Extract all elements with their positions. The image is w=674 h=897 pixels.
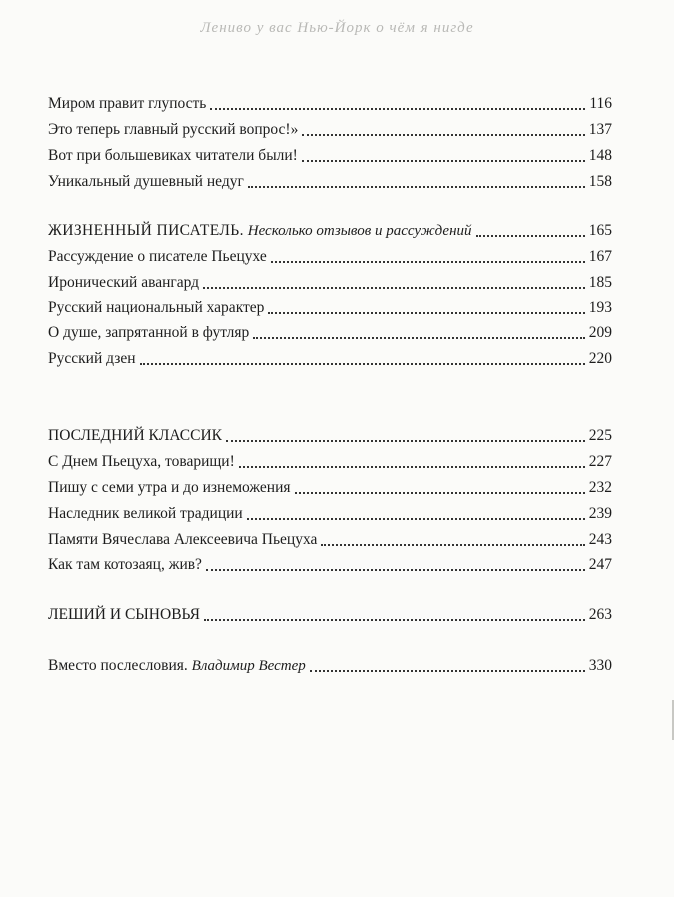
toc-entry xyxy=(48,170,612,192)
entry-title: Рассуждение о писателе Пьецухе xyxy=(48,248,267,265)
page-number: 167 xyxy=(588,248,612,265)
entry-title: Иронический авангард xyxy=(48,274,200,291)
page-number: 330 xyxy=(588,657,612,674)
toc-entry xyxy=(48,296,612,318)
entry-title: Памяти Вячеслава Алексеевича Пьецуха xyxy=(48,531,318,548)
toc-entry xyxy=(48,450,612,472)
page-number: 263 xyxy=(588,606,612,623)
dot-leader xyxy=(210,108,585,110)
dot-leader xyxy=(271,261,585,263)
toc-entry xyxy=(48,271,612,293)
entry-title: Как там котозаяц, жив? xyxy=(48,556,202,573)
page-number: 232 xyxy=(588,479,612,496)
toc-entry xyxy=(48,476,612,498)
entry-title: Уникальный душевный недуг xyxy=(48,173,244,190)
page-number: 225 xyxy=(588,427,612,444)
toc-entry xyxy=(48,553,612,575)
dot-leader xyxy=(204,619,585,621)
page-number: 137 xyxy=(588,121,612,138)
dot-leader xyxy=(140,363,585,365)
toc-entry xyxy=(48,321,612,343)
toc-section-entry xyxy=(48,424,612,446)
dot-leader xyxy=(248,186,585,188)
toc-entry xyxy=(48,347,612,369)
dot-leader xyxy=(476,235,585,237)
page-number: 116 xyxy=(589,95,612,112)
page-number: 148 xyxy=(588,147,612,164)
afterword-author: Владимир Вестер xyxy=(191,658,306,674)
dot-leader xyxy=(310,670,585,672)
dot-leader xyxy=(226,440,585,442)
page-number: 220 xyxy=(588,350,612,367)
page-number: 185 xyxy=(588,274,612,291)
section-title: ЛЕШИЙ И СЫНОВЬЯ xyxy=(48,606,200,623)
toc-entry xyxy=(48,245,612,267)
section-subtitle: Несколько отзывов и рассуждений xyxy=(247,223,472,239)
entry-title: Русский дзен xyxy=(48,350,136,367)
dot-leader xyxy=(247,518,585,520)
running-head: Лениво у вас Нью-Йорк о чём я нигде xyxy=(200,20,474,36)
entry-title xyxy=(48,656,306,676)
page-number: 227 xyxy=(588,453,612,470)
toc-entry xyxy=(48,118,612,140)
afterword-label: Вместо послесловия. xyxy=(48,657,188,674)
toc-entry xyxy=(48,528,612,550)
toc-entry xyxy=(48,92,612,114)
entry-title: С Днем Пьецуха, товарищи! xyxy=(48,453,235,470)
entry-title: Миром правит глупость xyxy=(48,95,207,112)
entry-title: Русский национальный характер xyxy=(48,299,265,316)
page-number: 158 xyxy=(588,173,612,190)
dot-leader xyxy=(302,160,585,162)
page-number: 243 xyxy=(588,531,612,548)
toc-section-entry xyxy=(48,603,612,625)
dot-leader xyxy=(321,544,584,546)
toc-entry xyxy=(48,502,612,524)
entry-title: О душе, запрятанной в футляр xyxy=(48,324,250,341)
entry-title: Это теперь главный русский вопрос!» xyxy=(48,121,299,138)
dot-leader xyxy=(268,312,584,314)
page-number: 247 xyxy=(588,556,612,573)
dot-leader xyxy=(302,134,584,136)
toc-entry xyxy=(48,144,612,166)
section-title: ПОСЛЕДНИЙ КЛАССИК xyxy=(48,427,223,444)
dot-leader xyxy=(206,569,585,571)
page-number: 165 xyxy=(588,222,612,239)
dot-leader xyxy=(203,287,585,289)
section-title: ЖИЗНЕННЫЙ ПИСАТЕЛЬ. xyxy=(48,222,244,239)
page-number: 209 xyxy=(588,324,612,341)
toc-section-entry xyxy=(48,219,612,241)
dot-leader xyxy=(253,337,585,339)
toc-entry xyxy=(48,654,612,676)
entry-title: Наследник великой традиции xyxy=(48,505,243,522)
page-number: 239 xyxy=(588,505,612,522)
entry-title xyxy=(48,221,472,241)
dot-leader xyxy=(239,466,585,468)
dot-leader xyxy=(295,492,585,494)
entry-title: Пишу с семи утра и до изнеможения xyxy=(48,479,291,496)
entry-title: Вот при большевиках читатели были! xyxy=(48,147,298,164)
page-number: 193 xyxy=(588,299,612,316)
